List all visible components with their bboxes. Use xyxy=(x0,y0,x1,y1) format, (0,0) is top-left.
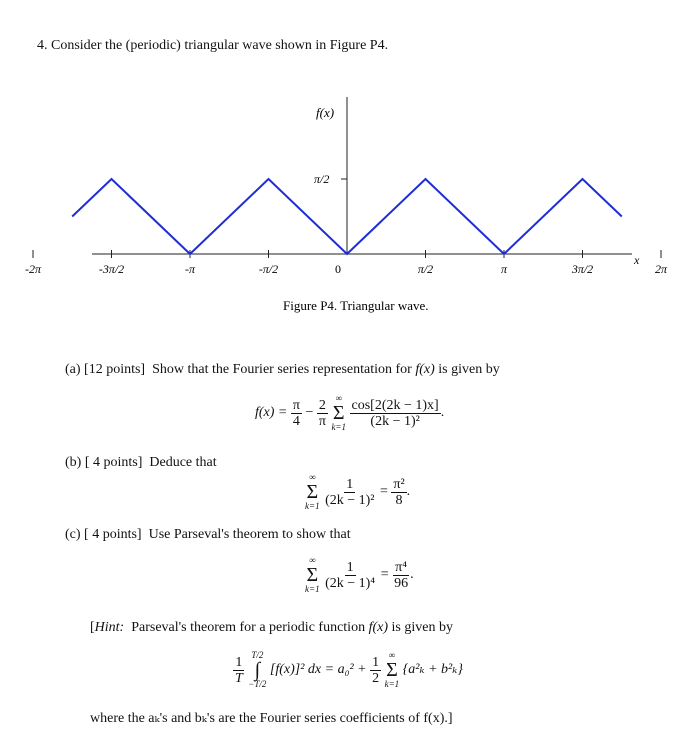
part-c-end: . xyxy=(410,567,414,583)
half-den: 2 xyxy=(372,670,380,686)
pi-over-four-den: 4 xyxy=(292,413,300,429)
triangular-wave-figure xyxy=(0,0,675,320)
part-b-points: [ 4 points] xyxy=(84,455,143,470)
y-tick-label: π/2 xyxy=(314,172,330,186)
parseval-equation xyxy=(233,650,463,690)
sum-upper: ∞ xyxy=(388,650,396,660)
part-b-text: Deduce that xyxy=(149,455,217,470)
integral-lower: −T/2 xyxy=(248,679,267,689)
problem-text: Consider the (periodic) triangular wave shown in Figure P4. xyxy=(51,38,389,53)
part-a-func: f(x) xyxy=(415,362,435,377)
part-a-points: [12 points] xyxy=(84,362,146,377)
figure-caption: Figure P4. Triangular wave. xyxy=(283,298,429,313)
part-c-equation xyxy=(305,555,414,595)
two-over-pi-num: 2 xyxy=(318,397,326,413)
hint-text-after: is given by xyxy=(391,620,453,635)
sum-lower: k=1 xyxy=(384,679,400,689)
x-tick-label: π/2 xyxy=(417,262,434,276)
part-b-eq: = xyxy=(380,484,388,500)
integral-upper: T/2 xyxy=(251,650,264,660)
problem-number: 4. xyxy=(37,38,48,53)
part-c-rhs-num: π⁴ xyxy=(395,559,408,575)
sum-lower: k=1 xyxy=(305,501,320,511)
x-tick-label: -π/2 xyxy=(258,262,279,276)
series-denominator: (2k − 1)² xyxy=(370,413,420,429)
parseval-T: T xyxy=(235,670,243,686)
x-tick-label: -π xyxy=(184,262,196,276)
part-b-equation xyxy=(305,472,410,512)
pi-over-four-num: π xyxy=(292,397,300,413)
part-a-line xyxy=(65,362,500,378)
parseval-braces: {a²ₖ + b²ₖ} xyxy=(402,662,463,678)
x-tick-label: 3π/2 xyxy=(571,262,594,276)
part-c-eq: = xyxy=(380,567,389,583)
part-a-lhs: f(x) = xyxy=(255,405,288,421)
part-a-equation xyxy=(255,393,444,433)
origin-label: 0 xyxy=(335,262,341,276)
hint-text: Parseval's theorem for a periodic function xyxy=(131,620,366,635)
part-b-rhs-num: π² xyxy=(393,476,405,492)
x-axis-label: x xyxy=(634,253,640,267)
part-a-end: . xyxy=(440,405,445,421)
hint-open: [ xyxy=(90,620,95,635)
part-c-points: [ 4 points] xyxy=(84,527,142,542)
sum-upper: ∞ xyxy=(335,393,342,403)
part-c-den: (2k − 1)⁴ xyxy=(325,575,376,591)
sum-sigma: Σ xyxy=(386,659,398,681)
part-a-label: (a) xyxy=(65,362,81,377)
parseval-one: 1 xyxy=(235,654,243,670)
y-axis-label: f(x) xyxy=(316,105,335,120)
minus-sign: − xyxy=(305,405,314,421)
part-b-label: (b) xyxy=(65,455,82,470)
two-over-pi-den: π xyxy=(318,413,326,429)
half-num: 1 xyxy=(372,654,380,670)
hint-label: Hint: xyxy=(94,620,125,635)
sum-lower: k=1 xyxy=(331,422,347,432)
part-b-line xyxy=(65,455,217,471)
x-tick-label: π xyxy=(500,262,508,276)
parseval-integrand: [f(x)]² dx = a₀² + xyxy=(269,662,367,678)
hint-footer: where the aₖ's and bₖ's are the Fourier series coefficients of f(x).] xyxy=(90,711,453,726)
part-a-text: Show that the Fourier series representation for xyxy=(152,362,412,377)
x-tick-label: -2π xyxy=(24,262,42,276)
sum-sigma: Σ xyxy=(306,564,319,586)
part-b-den: (2k − 1)² xyxy=(325,492,375,508)
sum-sigma: Σ xyxy=(332,402,345,424)
sum-lower: k=1 xyxy=(305,584,320,594)
sum-upper: ∞ xyxy=(309,555,316,565)
part-c-one: 1 xyxy=(346,559,354,575)
sum-sigma: Σ xyxy=(306,481,319,503)
part-b-rhs-den: 8 xyxy=(395,492,403,508)
x-tick-label: -3π/2 xyxy=(98,262,125,276)
hint-line xyxy=(90,620,453,636)
sum-upper: ∞ xyxy=(309,472,316,482)
series-numerator: cos[2(2k − 1)x] xyxy=(351,397,439,413)
hint-func: f(x) xyxy=(368,620,389,635)
part-a-text-after: is given by xyxy=(438,362,500,377)
part-c-text: Use Parseval's theorem to show that xyxy=(148,527,351,542)
part-c-line xyxy=(65,527,351,543)
integral-sign: ∫ xyxy=(254,659,261,681)
part-b-end: . xyxy=(406,484,411,500)
x-tick-label: 2π xyxy=(654,262,668,276)
part-c-rhs-den: 96 xyxy=(394,575,409,591)
part-b-one: 1 xyxy=(346,476,354,492)
part-c-label: (c) xyxy=(65,527,81,542)
